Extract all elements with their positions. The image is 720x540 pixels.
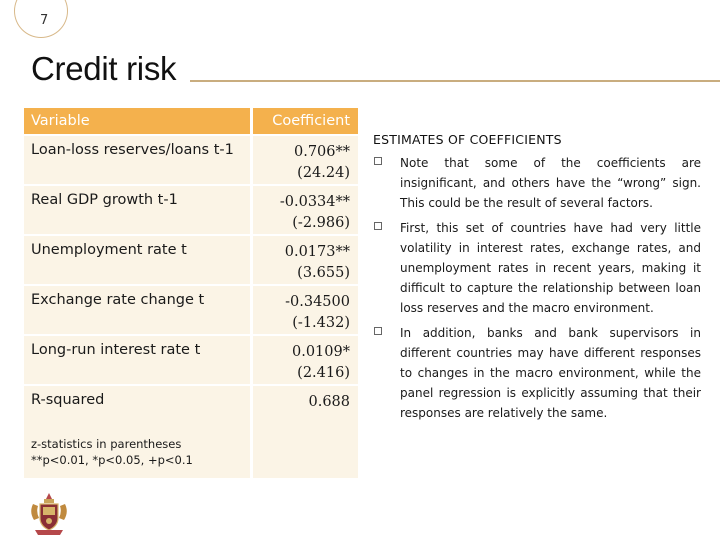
z-statistic: (2.416)	[297, 365, 350, 381]
footnote-line: z-statistics in parentheses	[31, 437, 182, 451]
coefficient-value: -0.34500	[285, 294, 350, 310]
slide-title: Credit risk	[31, 50, 177, 87]
z-statistic: (3.655)	[297, 265, 350, 281]
row-variable: Real GDP growth t-1	[31, 192, 178, 208]
row-variable: Unemployment rate t	[31, 242, 187, 258]
row-variable: Loan-loss reserves/loans t-1	[31, 142, 234, 158]
coefficient-value: 0.706**	[293, 144, 350, 160]
z-statistic: (-2.986)	[292, 215, 350, 231]
table-row	[24, 134, 358, 182]
checkbox-bullet-icon	[374, 157, 382, 165]
estimates-panel	[373, 132, 701, 428]
coat-of-arms-icon	[25, 490, 73, 538]
bullet-item	[373, 323, 701, 423]
row-variable: R-squared	[31, 392, 105, 408]
table-row	[24, 384, 358, 432]
coefficient-value: 0.0173**	[284, 244, 350, 260]
row-coefficient	[250, 242, 350, 284]
footnote-line: **p<0.01, *p<0.05, +p<0.1	[31, 453, 193, 467]
table-footnote	[31, 436, 193, 468]
row-variable: Long-run interest rate t	[31, 342, 201, 358]
bullet-text: In addition, banks and bank supervisors in different countries may have different responses to changes in the macro environment, while the panel regression is explicitly assuming that their responses are relatively the same.	[400, 326, 701, 420]
table-row	[24, 334, 358, 382]
table-row	[24, 184, 358, 232]
bullet-item	[373, 153, 701, 213]
bullet-item	[373, 218, 701, 318]
row-coefficient	[250, 392, 350, 413]
slide-number: 7	[40, 13, 49, 28]
estimates-heading: ESTIMATES OF COEFFICIENTS	[373, 132, 562, 147]
header-coefficient: Coefficient	[272, 113, 350, 129]
row-coefficient	[250, 192, 350, 234]
z-statistic: (-1.432)	[292, 315, 350, 331]
row-variable: Exchange rate change t	[31, 292, 205, 308]
checkbox-bullet-icon	[374, 222, 382, 230]
coefficient-value: 0.688	[308, 394, 350, 410]
title-underline	[190, 80, 720, 82]
coefficient-value: -0.0334**	[279, 194, 350, 210]
bullet-text: First, this set of countries have had very little volatility in interest rates, exchange rates, and unemployment rates in recent years, making it difficult to capture the relationship between loan loss reserves and the macro environment.	[400, 221, 701, 315]
row-coefficient	[250, 142, 350, 184]
coefficient-table	[24, 108, 358, 478]
table-header	[24, 108, 358, 134]
slide-number-badge	[18, 2, 70, 40]
bullet-text: Note that some of the coefficients are insignificant, and others have the “wrong” sign. This could be the result of several factors.	[400, 156, 701, 210]
header-variable: Variable	[31, 113, 90, 129]
coefficient-value: 0.0109*	[292, 344, 350, 360]
table-row	[24, 234, 358, 282]
table-row	[24, 284, 358, 332]
checkbox-bullet-icon	[374, 327, 382, 335]
row-coefficient	[250, 342, 350, 384]
z-statistic: (24.24)	[297, 165, 350, 181]
row-coefficient	[250, 292, 350, 334]
